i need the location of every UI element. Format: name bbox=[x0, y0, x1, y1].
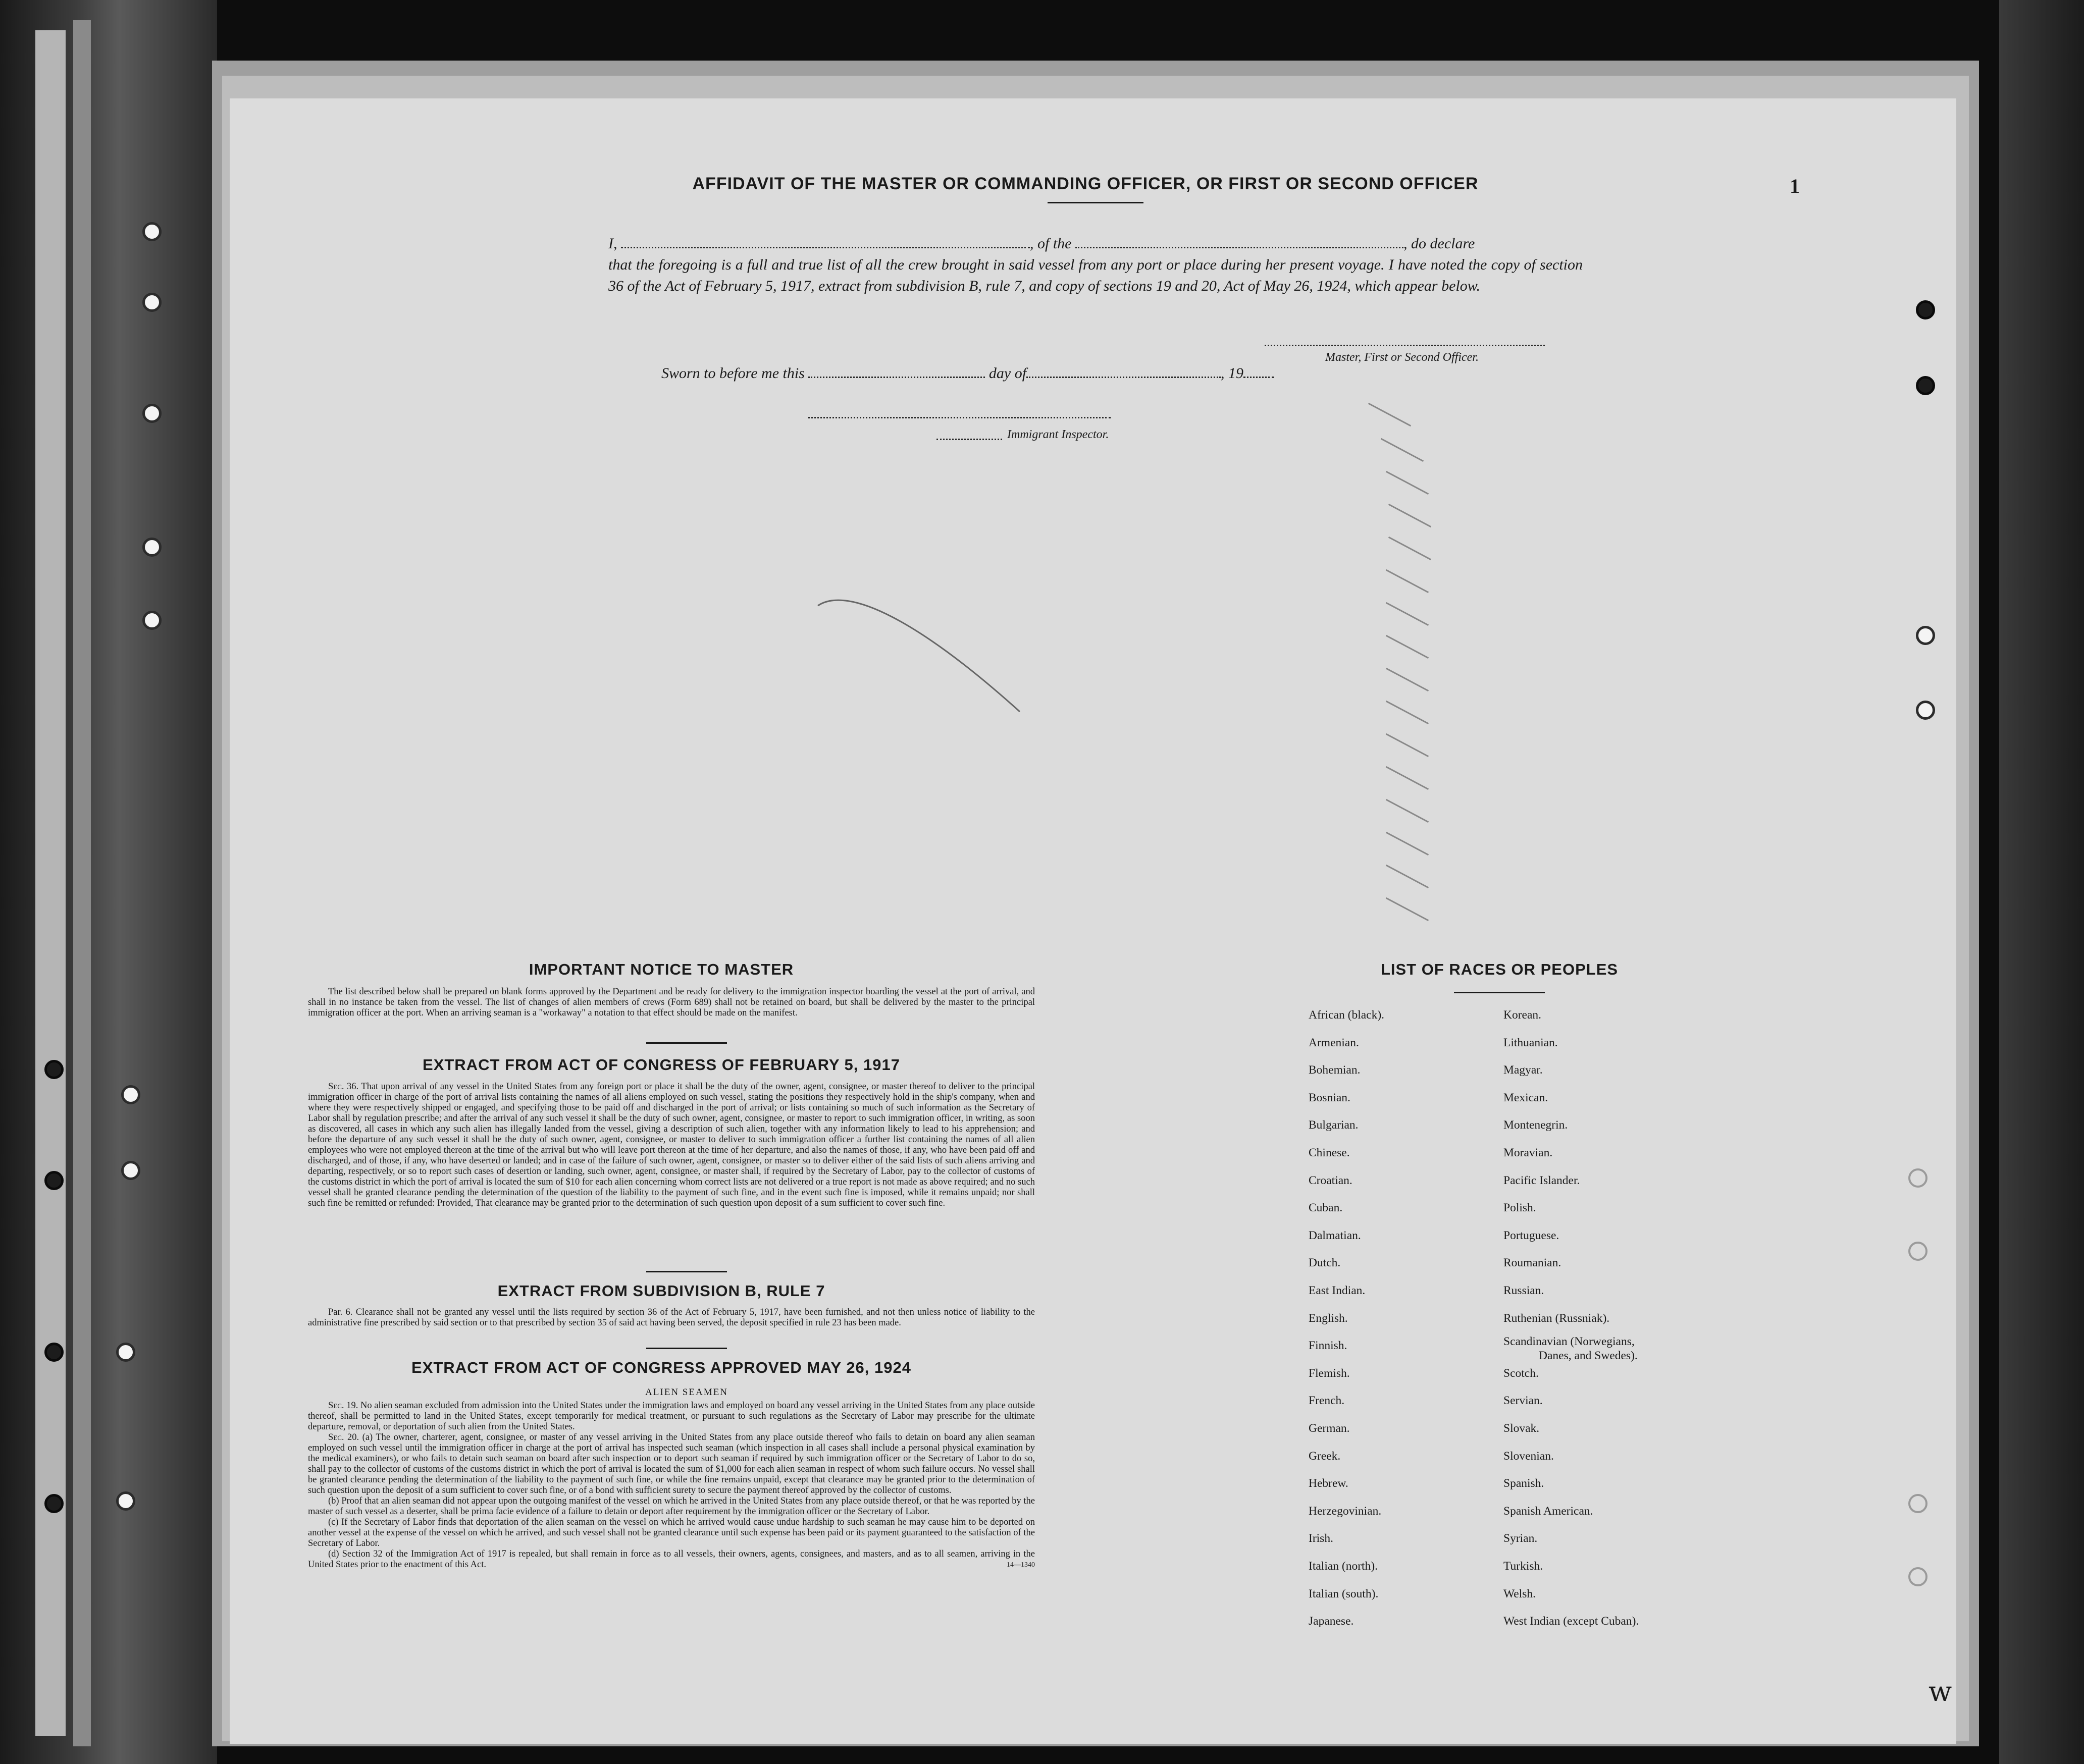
race-item: Ruthenian (Russniak). bbox=[1503, 1311, 1610, 1325]
sec20-label: Sec. 20. bbox=[328, 1432, 359, 1442]
race-item: Greek. bbox=[1309, 1449, 1341, 1463]
race-item: Portuguese. bbox=[1503, 1228, 1559, 1242]
binder-strip-inner bbox=[73, 20, 91, 1746]
page-hole bbox=[121, 1085, 140, 1104]
race-item: East Indian. bbox=[1309, 1284, 1366, 1297]
race-item: Moravian. bbox=[1503, 1146, 1553, 1159]
rule7-title: EXTRACT FROM SUBDIVISION B, RULE 7 bbox=[497, 1282, 825, 1300]
race-item: Magyar. bbox=[1503, 1063, 1543, 1077]
race-item: Dalmatian. bbox=[1309, 1228, 1361, 1242]
race-item: German. bbox=[1309, 1422, 1350, 1435]
race-item: Bosnian. bbox=[1309, 1091, 1350, 1104]
pencil-curve bbox=[808, 591, 1030, 722]
race-item: Scandinavian (Norwegians, bbox=[1503, 1335, 1635, 1349]
sworn-day-of: day of bbox=[988, 365, 1027, 382]
race-item: Croatian. bbox=[1309, 1173, 1352, 1187]
vessel-blank bbox=[1075, 247, 1403, 248]
notice-paragraph: The list described below shall be prepared on blank forms approved by the Department and be ready for delivery to the immigration inspector boarding the vessel at the port of arrival, and shall in no instance be taken from the vessel. The list of changes of alien members of crews (Form 689) shall not be retained on board, but shall be delivered by the master to the principal immigration officer at the port. When an arriving seaman is a "workaway" a notation to that effect should be made on the manifest. bbox=[308, 987, 1035, 1018]
extract-1917-title: EXTRACT FROM ACT OF CONGRESS OF FEBRUARY 5, 1917 bbox=[423, 1056, 900, 1074]
race-item: Cuban. bbox=[1309, 1201, 1343, 1215]
race-item: Scotch. bbox=[1503, 1366, 1539, 1380]
page-hole bbox=[121, 1161, 140, 1180]
decl-i: I, bbox=[608, 235, 617, 252]
races-title: LIST OF RACES OR PEOPLES bbox=[1380, 960, 1619, 978]
extract-1924-title: EXTRACT FROM ACT OF CONGRESS APPROVED MAY 26, 1924 bbox=[411, 1359, 911, 1376]
page-hole bbox=[116, 1491, 135, 1511]
binder-hole bbox=[142, 611, 162, 630]
race-item: English. bbox=[1309, 1311, 1348, 1325]
race-item: Spanish. bbox=[1503, 1477, 1544, 1490]
sec36-text: That upon arrival of any vessel in the United States from any foreign port or place it shall be the duty of the owner, agent, consignee, or master thereof to deliver to the principal immigration officer in charge of the port of arrival lists containing the names of all aliens employed on such vessel, stating the positions they respectively hold in the ship's company, when and where they were respectively shipped or engaged, and specifying those to be paid off and discharged in the port of arrival; or lists containing so much of such information as the Secretary of Labor shall by regulation prescribe; and after the arrival of any such vessel it shall be the duty of such owner, agent, consignee, or master to report to such immigration officer, in writing, as soon as discovered, all cases in which any such alien has illegally landed from the vessel, giving a description of such alien, together with any information likely to lead to his apprehension; and before the departure of any such vessel it shall be the duty of such owner, agent, consignee, or master to deliver to such immigration officer a further list containing the names of all alien employees who were not employed thereon at the time of the arrival but who will leave port thereon at the time of her departure, and also the names of those, if any, who have been paid off and discharged, and of those, if any, who have deserted or landed; and in case of the failure of such owner, agent, consignee, or master so to deliver either of the said lists of such aliens arriving and departing, respectively, or so to report such cases of desertion or landing, such owner, agent, consignee, or master shall, if required by the Secretary of Labor, pay to the collector of customs of the customs district in which the port of arrival is located the sum of $10 for each alien concerning whom correct lists are not delivered or a true report is not made as above required; and no such vessel shall be granted clearance pending the determination of the question of the liability to the payment of such fine, and in the event such fine is imposed, while it remains unpaid; nor shall such fine be remitted or refunded: Provided, That clearance may be granted prior to the determination of such question upon deposit of a sum sufficient to cover such fine. bbox=[308, 1082, 1035, 1208]
sec20d-text: (d) Section 32 of the Immigration Act of 1917 is repealed, but shall remain in force as to all vessels, their owners, agents, consignees, and masters, and as to all seamen, arriving in the United States prior to the enactment of this Act. bbox=[308, 1549, 1035, 1570]
race-item: Bohemian. bbox=[1309, 1063, 1361, 1077]
race-item: Herzegovinian. bbox=[1309, 1504, 1382, 1518]
page-hole bbox=[1916, 376, 1935, 395]
sworn-year-blank bbox=[1243, 377, 1274, 378]
race-item: French. bbox=[1309, 1394, 1345, 1408]
race-item: Dutch. bbox=[1309, 1256, 1341, 1270]
declaration-body: that the foregoing is a full and true list of all the crew brought in said vessel from any port or place during her present voyage. I have noted the copy of section 36 of the Act of February 5, 1917, extract from subdivision B, rule 7, and copy of sections 19 and 20, Act of May 26, 1924, which appear below. bbox=[608, 256, 1583, 294]
binder-spine bbox=[0, 0, 217, 1764]
race-item: Irish. bbox=[1309, 1532, 1333, 1545]
inspector-signature-line-short bbox=[936, 439, 1002, 440]
declaration-block bbox=[608, 233, 1583, 297]
sec19-label: Sec. 19. bbox=[328, 1401, 358, 1411]
race-item: Polish. bbox=[1503, 1201, 1536, 1215]
name-blank bbox=[621, 247, 1030, 248]
race-item-continuation: Danes, and Swedes). bbox=[1539, 1349, 1638, 1363]
race-item: Roumanian. bbox=[1503, 1256, 1561, 1270]
title-rule bbox=[1048, 202, 1143, 203]
notice-rule bbox=[646, 1042, 727, 1044]
race-item: Chinese. bbox=[1309, 1146, 1350, 1159]
race-item: Italian (north). bbox=[1309, 1560, 1378, 1573]
race-item: Bulgarian. bbox=[1309, 1118, 1359, 1132]
race-item: Welsh. bbox=[1503, 1587, 1536, 1600]
binder-hole bbox=[44, 1171, 64, 1190]
extract-1924-text bbox=[308, 1401, 1035, 1570]
race-item: Armenian. bbox=[1309, 1036, 1359, 1049]
race-item: Italian (south). bbox=[1309, 1587, 1379, 1600]
extract-1917-text bbox=[308, 1082, 1035, 1209]
binder-hole bbox=[44, 1343, 64, 1362]
race-item: Spanish American. bbox=[1503, 1504, 1593, 1518]
inspector-label: Immigrant Inspector. bbox=[1007, 428, 1109, 441]
sworn-year: , 19 bbox=[1221, 365, 1244, 382]
race-item: Korean. bbox=[1503, 1008, 1542, 1022]
race-item: Russian. bbox=[1503, 1284, 1544, 1297]
binder-hole bbox=[142, 404, 162, 423]
sec36-label: Sec. 36. bbox=[328, 1082, 359, 1092]
page-hole bbox=[1916, 626, 1935, 645]
race-item: Finnish. bbox=[1309, 1339, 1347, 1353]
rule7-text bbox=[308, 1307, 1035, 1328]
sec20c-text: (c) If the Secretary of Labor finds that deportation of the alien seaman on the vessel on which he arrived would cause undue hardship to such seaman he may cause him to be deported on another vessel at the expense of the vessel on which he arrived, and such vessel shall not be granted clearance until such expense has been paid or its payment guaranteed to the satisfaction of the Secretary of Labor. bbox=[308, 1517, 1035, 1548]
page-hole bbox=[116, 1343, 135, 1362]
page-hole bbox=[1916, 300, 1935, 319]
sworn-text: Sworn to before me this bbox=[661, 365, 805, 382]
decl-declare: , do declare bbox=[1403, 235, 1475, 252]
binder-hole bbox=[44, 1494, 64, 1513]
race-item: West Indian (except Cuban). bbox=[1503, 1615, 1639, 1628]
handwritten-mark: w bbox=[1929, 1676, 1952, 1707]
binder-strip bbox=[35, 30, 66, 1736]
page-hole bbox=[1908, 1242, 1927, 1261]
sworn-line bbox=[661, 365, 1274, 382]
affidavit-title: AFFIDAVIT OF THE MASTER OR COMMANDING OFFICER, OR FIRST OR SECOND OFFICER bbox=[692, 174, 1479, 193]
notice-text bbox=[308, 987, 1035, 1019]
binder-hole bbox=[142, 222, 162, 241]
alien-seamen-subtitle: ALIEN SEAMEN bbox=[645, 1387, 728, 1398]
page-hole bbox=[1908, 1567, 1927, 1586]
rule7-paragraph: Par. 6. Clearance shall not be granted any vessel until the lists required by section 36 of the Act of February 5, 1917, have been furnished, and not then unless notice of liability to the administrative fine prescribed by said section or to that prescribed by section 35 of said act having been served, the deposit specified in rule 23 has been made. bbox=[308, 1307, 1035, 1328]
page-hole bbox=[1908, 1494, 1927, 1513]
race-item: Slovak. bbox=[1503, 1422, 1540, 1435]
binder-hole bbox=[142, 538, 162, 557]
master-signature-line bbox=[1265, 345, 1545, 346]
master-label: Master, First or Second Officer. bbox=[1325, 351, 1479, 364]
race-item: Pacific Islander. bbox=[1503, 1173, 1580, 1187]
page-number: 1 bbox=[1790, 175, 1800, 197]
form-code: 14—1340 bbox=[1007, 1561, 1035, 1569]
notice-title: IMPORTANT NOTICE TO MASTER bbox=[529, 960, 794, 978]
race-item: Turkish. bbox=[1503, 1560, 1543, 1573]
race-item: Japanese. bbox=[1309, 1615, 1354, 1628]
inspector-signature-line bbox=[808, 417, 1111, 418]
rule7-rule bbox=[646, 1348, 727, 1349]
sec19-text: No alien seaman excluded from admission into the United States under the immigration laws and employed on board any vessel arriving in the United States from any place outside thereof, shall be permitted to land in the United States, except temporarily for medical treatment, or pursuant to such regulations as the Secretary of Labor may prescribe for the ultimate departure, removal, or deportation of such alien from the United States. bbox=[308, 1401, 1035, 1432]
binder-hole bbox=[142, 293, 162, 312]
binder-hole bbox=[44, 1060, 64, 1079]
race-item: Flemish. bbox=[1309, 1366, 1350, 1380]
page-hole bbox=[1916, 701, 1935, 720]
race-item: Servian. bbox=[1503, 1394, 1543, 1408]
race-item: Syrian. bbox=[1503, 1532, 1538, 1545]
race-item: Mexican. bbox=[1503, 1091, 1548, 1104]
race-item: African (black). bbox=[1309, 1008, 1385, 1022]
sworn-day-blank bbox=[808, 377, 985, 378]
page-hole bbox=[1908, 1168, 1927, 1188]
right-edge-shadow bbox=[1999, 0, 2084, 1764]
races-rule bbox=[1454, 992, 1545, 993]
race-item: Lithuanian. bbox=[1503, 1036, 1558, 1049]
race-item: Montenegrin. bbox=[1503, 1118, 1568, 1132]
sec20a-text: (a) The owner, charterer, agent, consignee, or master of any vessel arriving in the United States from any place outside thereof who fails to detain on board any alien seaman employed on such vessel until the immigration officer in charge at the port of arrival has inspected such seaman (which inspection in all cases shall include a personal physical examination by the medical examiners), or who fails to detain such seaman on board after such inspection or to deport such seaman if required by such immigration officer or the Secretary of Labor to do so, shall pay to the collector of customs of the customs district in which the port of arrival is located the sum of $1,000 for each alien seaman in respect of whom such failure occurs. No vessel shall be granted clearance pending the determination of the liability to the payment of such fine, or while the fine remains unpaid, except that clearance may be granted prior to the determination of such question upon the deposit of a sum sufficient to cover such fine, or of a bond with sufficient surety to secure the payment thereof approved by the collector of customs. bbox=[308, 1432, 1035, 1495]
sec20b-text: (b) Proof that an alien seaman did not appear upon the outgoing manifest of the vessel on which he arrived in the United States from any place outside thereof, or that he was reported by the master of such vessel as a deserter, shall be prima facie evidence of a failure to detain or deport after requirement by the immigration officer or the Secretary of Labor. bbox=[308, 1496, 1035, 1517]
extract-1917-rule bbox=[646, 1271, 727, 1272]
decl-of-the: , of the bbox=[1030, 235, 1072, 252]
race-item: Hebrew. bbox=[1309, 1477, 1348, 1490]
sworn-month-blank bbox=[1026, 377, 1221, 378]
race-item: Slovenian. bbox=[1503, 1449, 1554, 1463]
